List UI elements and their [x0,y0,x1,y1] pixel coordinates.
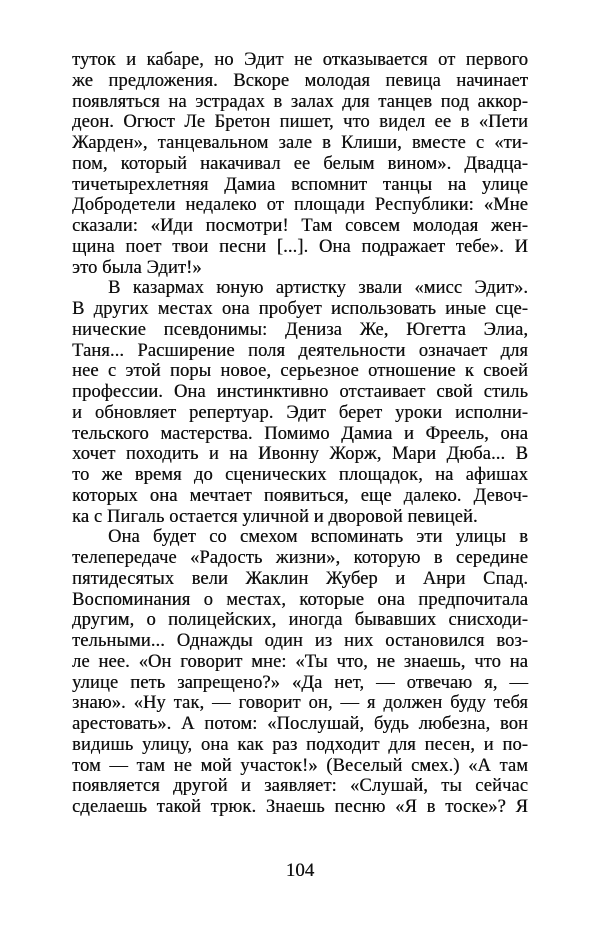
text-line: В других местах она пробует использовать иные сце- [72,299,528,319]
text-line: нее с этой поры новое, серьезное отношение к своей [72,361,528,382]
text-line: ка с Пигаль остается уличной и дворовой певицей. [72,506,478,527]
paragraph [72,527,528,818]
text-line: Жарден», танцевальном зале в Клиши, вместе с «ти- [72,133,528,153]
text-line: тельными... Однажды один из них остановился воз- [72,631,528,651]
text-line: другим, о полицейских, иногда бывавших снисходи- [72,610,528,631]
text-line: туток и кабаре, но Эдит не отказывается от первого [72,50,528,70]
text-line: видишь улицу, она как раз подходит для песен, и по- [72,734,528,755]
text-line: пом, который накачивал ее белым вином». Двадца- [72,153,528,174]
text-line: же предложения. Вскоре молодая певица начинает [72,70,528,91]
text-line: и обновляет репертуар. Эдит берет уроки исполни- [72,402,528,423]
text-line: Воспоминания о местах, которые она предпочитала [72,589,528,610]
text-line: сказали: «Иди посмотри! Там совсем молодая жен- [72,216,528,236]
paragraph [72,278,528,527]
text-line: пятидесятых вели Жаклин Жубер и Анри Спад. [72,568,528,589]
text-line: профессии. Она инстинктивно отстаивает свой стиль [72,382,528,402]
text-line: тичетырехлетняя Дамиа вспомнит танцы на улице [72,174,528,195]
text-line: появляться на эстрадах в залах для танцев под аккор- [72,91,528,112]
text-line: тельского мастерства. Помимо Дамиа и Фреель, она [72,423,528,444]
text-line: знаю». «Ну так, — говорит он, — я должен буду тебя [72,693,528,714]
text-line: телепередаче «Радость жизни», которую в середине [72,548,528,568]
text-line: Добродетели недалеко от площади Республики: «Мне [72,195,528,216]
text-line: нические псевдонимы: Дениза Же, Югетта Элиа, [72,319,528,340]
paragraph [72,50,528,278]
text-line: то же время до сценических площадок, на афишах [72,465,528,485]
text-line: арестовать». А потом: «Послушай, будь любезна, вон [72,714,528,734]
text-line: которых она мечтает появиться, еще далеко. Девоч- [72,485,528,506]
text-line: хочет походить и на Ивонну Жорж, Мари Дюба... В [72,444,528,465]
text-line: появляется другой и заявляет: «Слушай, ты сейчас [72,776,528,797]
text-line: деон. Огюст Ле Бретон пишет, что видел ее в «Пети [72,112,528,133]
text-line: ле нее. «Он говорит мне: «Ты что, не знаешь, что на [72,651,528,672]
text-line: том — там не мой участок!» (Веселый смех.) «А там [72,755,528,776]
text-line: сделаешь такой трюк. Знаешь песню «Я в тоске»? Я [72,797,528,817]
text-line: Она будет со смехом вспоминать эти улицы в [108,527,528,548]
text-line: В казармах юную артистку звали «мисс Эдит». [108,278,528,299]
text-line: Таня... Расширение поля деятельности означает для [72,340,528,361]
text-line: улице петь запрещено?» «Да нет, — отвечаю я, — [72,672,528,693]
text-line: это была Эдит!» [72,257,202,278]
page-body [72,50,528,818]
text-line: щина поет твои песни [...]. Она подражает тебе». И [72,236,528,257]
page-number: 104 [285,860,315,881]
